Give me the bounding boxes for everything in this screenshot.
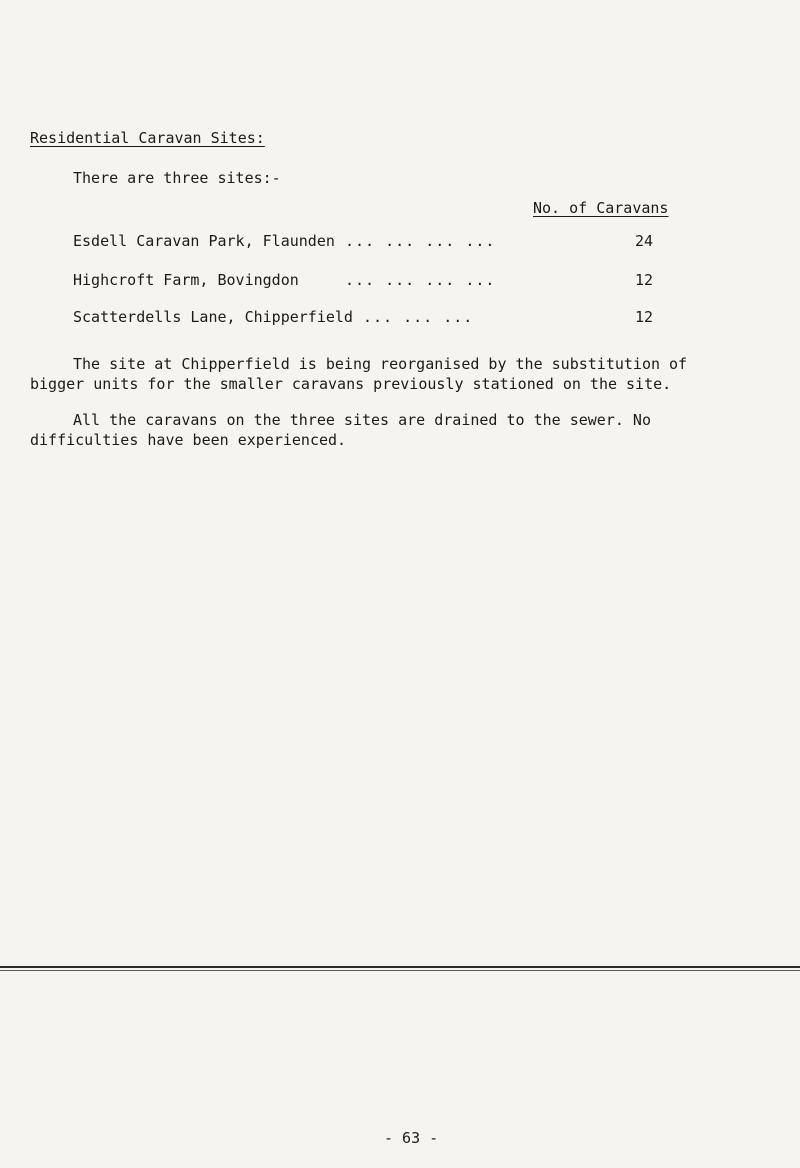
caravan-count: 12 bbox=[634, 308, 653, 326]
intro-text: There are three sites:- bbox=[73, 169, 281, 187]
caravan-count: 24 bbox=[634, 232, 653, 250]
site-row bbox=[73, 270, 663, 290]
site-row bbox=[73, 307, 663, 327]
section-heading: Residential Caravan Sites: bbox=[30, 129, 265, 147]
paragraph-drainage: All the caravans on the three sites are drained to the sewer. No difficulties have been experienced. bbox=[30, 411, 651, 449]
page-divider-thin bbox=[0, 970, 800, 971]
dot-leader: ... ... ... bbox=[363, 308, 474, 326]
page-divider bbox=[0, 966, 800, 968]
site-row bbox=[73, 231, 663, 251]
dot-leader: ... ... ... ... bbox=[345, 232, 496, 250]
column-header-caravans: No. of Caravans bbox=[533, 199, 669, 217]
dot-leader: ... ... ... ... bbox=[345, 271, 496, 289]
site-name: Esdell Caravan Park, Flaunden bbox=[73, 232, 335, 250]
caravan-count: 12 bbox=[634, 271, 653, 289]
paragraph-reorganisation: The site at Chipperfield is being reorganised by the substitution of bigger units for the smaller caravans previously stationed on the site. bbox=[30, 355, 688, 393]
page-number: - 63 - bbox=[384, 1129, 439, 1147]
site-name: Highcroft Farm, Bovingdon bbox=[73, 271, 299, 289]
site-name: Scatterdells Lane, Chipperfield bbox=[73, 308, 353, 326]
